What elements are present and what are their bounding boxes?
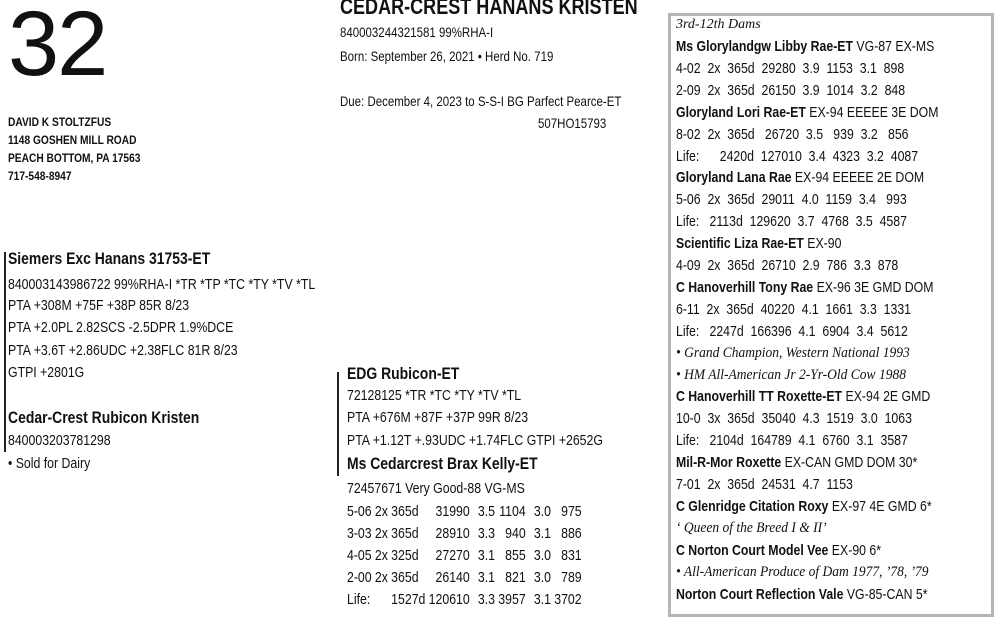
dam-entry-name: C Glenridge Citation Roxy bbox=[676, 497, 829, 515]
dam-entry bbox=[676, 235, 841, 252]
due-sire-id: 507HO15793 bbox=[538, 115, 607, 131]
dam-record: 4-02 2x 365d 29280 3.9 1153 3.1 898 bbox=[676, 59, 905, 77]
dam-record: Life: 2247d 166396 4.1 6904 3.4 5612 bbox=[676, 322, 908, 340]
record-cell: 5-06 bbox=[347, 502, 372, 520]
dam-entry bbox=[676, 498, 932, 515]
record-cell: 3.5 bbox=[477, 502, 496, 520]
record-row bbox=[347, 544, 585, 566]
dam-entry bbox=[676, 586, 928, 603]
dam-record: 5-06 2x 365d 29011 4.0 1159 3.4 993 bbox=[676, 191, 907, 209]
dam-entry-classification: EX-CAN GMD DOM 30* bbox=[781, 454, 918, 472]
record-cell: 3.1 bbox=[477, 568, 496, 586]
record-cell: 31990 bbox=[435, 502, 470, 520]
dam-record: 6-11 2x 365d 40220 4.1 1661 3.3 1331 bbox=[676, 300, 912, 318]
record-cell: 855 bbox=[505, 546, 526, 564]
record-cell: 3-03 bbox=[347, 524, 372, 542]
dams-box-header: 3rd-12th Dams bbox=[676, 17, 761, 32]
animal-registration: 840003244321581 99%RHA-I bbox=[340, 24, 494, 40]
granddam-registration: 72457671 Very Good-88 VG-MS bbox=[347, 480, 525, 497]
dam-honor: • Grand Champion, Western National 1993 bbox=[676, 344, 910, 361]
record-cell: 3.1 bbox=[533, 524, 551, 542]
pedigree-bracket-line bbox=[4, 252, 6, 452]
dam-entry-name: C Hanoverhill TT Roxette-ET bbox=[676, 388, 843, 406]
record-cell: 3.1 bbox=[477, 546, 496, 564]
dam-entry-name: Ms Glorylandgw Libby Rae-ET bbox=[676, 38, 854, 55]
dam-entry bbox=[676, 542, 881, 559]
dam-entry-name: Gloryland Lana Rae bbox=[676, 169, 792, 187]
record-cell: 2x bbox=[374, 546, 388, 564]
record-cell: 3.0 bbox=[533, 502, 551, 520]
dam-entry-classification: EX-90 bbox=[803, 235, 842, 253]
dam-record: 4-09 2x 365d 26710 2.9 786 3.3 878 bbox=[676, 257, 899, 274]
dam-record: 10-0 3x 365d 35040 4.3 1519 3.0 1063 bbox=[676, 410, 912, 428]
record-cell: 3.3 bbox=[477, 524, 496, 542]
sire-line: PTA +3.6T +2.86UDC +2.38FLC 81R 8/23 bbox=[8, 342, 238, 359]
sire-name: Siemers Exc Hanans 31753-ET bbox=[8, 249, 211, 268]
dam-honor: • All-American Produce of Dam 1977, ’78, ’79 bbox=[676, 563, 929, 580]
dam-note: • Sold for Dairy bbox=[8, 455, 91, 472]
record-cell: 940 bbox=[505, 524, 526, 542]
dam-entry-name: Mil-R-Mor Roxette bbox=[676, 454, 782, 472]
dam-entry-name: C Hanoverhill Tony Rae bbox=[676, 278, 814, 296]
consignor-city: PEACH BOTTOM, PA 17563 bbox=[8, 151, 141, 165]
record-row bbox=[347, 500, 585, 522]
record-cell: Life: bbox=[347, 590, 371, 608]
dam-record: 2-09 2x 365d 26150 3.9 1014 3.2 848 bbox=[676, 81, 906, 99]
dam-entry-classification: EX-90 6* bbox=[828, 541, 882, 559]
dam-entry bbox=[676, 104, 938, 121]
record-cell: 821 bbox=[505, 568, 526, 586]
record-cell: 27270 bbox=[435, 546, 470, 564]
dam-entry bbox=[676, 279, 933, 296]
dam-entry-classification: EX-94 EEEEE 2E DOM bbox=[791, 169, 925, 187]
record-cell: 3.0 bbox=[533, 546, 551, 564]
mgs-line: PTA +676M +87F +37P 99R 8/23 bbox=[347, 409, 529, 426]
record-cell: 831 bbox=[561, 546, 582, 564]
animal-born: Born: September 26, 2021 • Herd No. 719 bbox=[340, 48, 554, 64]
dam-entry-name: Scientific Liza Rae-ET bbox=[676, 235, 804, 253]
dam-record: Life: 2104d 164789 4.1 6760 3.1 3587 bbox=[676, 432, 908, 450]
dam-record: Life: 2113d 129620 3.7 4768 3.5 4587 bbox=[676, 213, 907, 231]
dam-entry bbox=[676, 38, 934, 55]
record-cell: 789 bbox=[561, 568, 582, 586]
mgs-line: 72128125 *TR *TC *TY *TV *TL bbox=[347, 387, 522, 404]
consignor-phone: 717-548-8947 bbox=[8, 169, 72, 183]
dam-entry-classification: EX-97 4E GMD 6* bbox=[828, 497, 932, 515]
due-date: Due: December 4, 2023 to S-S-I BG Parfect Pearce-ET bbox=[340, 93, 622, 109]
record-cell: 2x bbox=[374, 568, 388, 586]
dam-record: Life: 2420d 127010 3.4 4323 3.2 4087 bbox=[676, 147, 919, 165]
record-cell: 2-00 bbox=[347, 568, 372, 586]
dam-honor: • HM All-American Jr 2-Yr-Old Cow 1988 bbox=[676, 366, 906, 383]
consignor-address: 1148 GOSHEN MILL ROAD bbox=[8, 133, 137, 147]
sire-line: 840003143986722 99%RHA-I *TR *TP *TC *TY *TV *TL bbox=[8, 276, 316, 293]
record-cell: 4-05 bbox=[347, 546, 372, 564]
record-row bbox=[347, 588, 585, 610]
record-cell: 26140 bbox=[435, 568, 470, 586]
record-cell bbox=[375, 588, 391, 610]
dam-entry-name: Gloryland Lori Rae-ET bbox=[676, 103, 806, 121]
record-cell: 1104 bbox=[499, 502, 526, 520]
record-cell: 365d bbox=[391, 568, 419, 586]
dam-entry-classification: VG-87 EX-MS bbox=[853, 38, 935, 55]
mgs-line: PTA +1.12T +.93UDC +1.74FLC GTPI +2652G bbox=[347, 432, 603, 449]
record-cell: 2x bbox=[374, 524, 388, 542]
sire-line: PTA +308M +75F +38P 85R 8/23 bbox=[8, 297, 190, 314]
dam-entry-classification: EX-94 2E GMD bbox=[842, 388, 931, 406]
record-row bbox=[347, 566, 585, 588]
record-row bbox=[347, 522, 585, 544]
record-cell: 3.3 bbox=[477, 590, 496, 608]
dam-entry-classification: EX-94 EEEEE 3E DOM bbox=[805, 103, 939, 121]
record-cell: 3.0 bbox=[533, 568, 551, 586]
dam-record: 7-01 2x 365d 24531 4.7 1153 bbox=[676, 476, 853, 493]
dam-registration: 840003203781298 bbox=[8, 432, 111, 449]
dam-name: Cedar-Crest Rubicon Kristen bbox=[8, 408, 200, 427]
record-cell: 3.1 bbox=[533, 590, 551, 608]
record-cell: 365d bbox=[391, 502, 419, 520]
dam-record: 8-02 2x 365d 26720 3.5 939 3.2 856 bbox=[676, 125, 909, 143]
animal-name: CEDAR-CREST HANANS KRISTEN bbox=[340, 0, 638, 19]
record-cell: 365d bbox=[391, 524, 419, 542]
dam-entry bbox=[676, 454, 917, 471]
maternal-bracket-line bbox=[337, 372, 339, 476]
record-cell: 975 bbox=[561, 502, 582, 520]
dam-entry bbox=[676, 169, 924, 186]
granddam-records bbox=[347, 500, 585, 610]
dam-entry-classification: VG-85-CAN 5* bbox=[843, 585, 928, 603]
lot-number: 32 bbox=[8, 0, 107, 95]
record-cell: 3702 bbox=[554, 590, 582, 608]
dam-entry-name: Norton Court Reflection Vale bbox=[676, 585, 844, 603]
record-cell: 886 bbox=[561, 524, 582, 542]
dam-entry-name: C Norton Court Model Vee bbox=[676, 541, 829, 559]
consignor-name: DAVID K STOLTZFUS bbox=[8, 115, 112, 129]
dam-entry bbox=[676, 388, 930, 405]
mgs-name: EDG Rubicon-ET bbox=[347, 364, 460, 383]
record-cell: 325d bbox=[391, 546, 419, 564]
dam-honor: ‘ Queen of the Breed I & II’ bbox=[676, 519, 827, 536]
sire-line: PTA +2.0PL 2.82SCS -2.5DPR 1.9%DCE bbox=[8, 319, 234, 336]
record-cell: 1527d bbox=[391, 590, 426, 608]
record-cell: 3957 bbox=[498, 590, 526, 608]
record-cell: 28910 bbox=[435, 524, 470, 542]
record-cell: 120610 bbox=[428, 590, 470, 608]
granddam-name: Ms Cedarcrest Brax Kelly-ET bbox=[347, 454, 538, 473]
record-cell: 2x bbox=[374, 502, 388, 520]
dam-entry-classification: EX-96 3E GMD DOM bbox=[813, 278, 934, 296]
sire-line: GTPI +2801G bbox=[8, 364, 85, 381]
